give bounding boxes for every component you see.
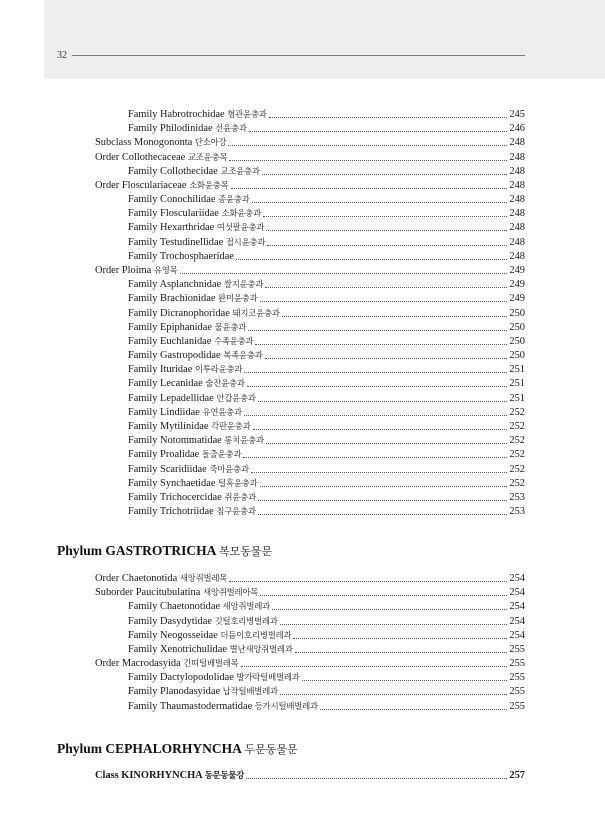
toc-entry-page-number: 251 — [509, 392, 525, 404]
toc-entry-korean-name: 여섯팔윤충과 — [216, 222, 265, 233]
toc-entry-page-number: 254 — [509, 601, 525, 613]
toc-entry-label — [128, 491, 256, 504]
toc-entry-label — [128, 643, 293, 656]
toc-entry[interactable] — [128, 642, 525, 656]
toc-entry-korean-name: 소화윤충목 — [189, 179, 229, 190]
toc-entry-page-number: 246 — [509, 123, 525, 135]
dot-leader — [302, 680, 508, 681]
toc-entry-page-number: 255 — [509, 658, 525, 670]
dot-leader — [260, 595, 507, 596]
dot-leader — [244, 372, 507, 373]
toc-entry-label — [128, 307, 280, 320]
toc-entry[interactable] — [128, 670, 525, 684]
phylum-heading — [57, 543, 272, 559]
dot-leader — [229, 160, 507, 161]
dot-leader — [280, 694, 508, 695]
toc-entry[interactable] — [128, 192, 525, 206]
phylum-heading-korean: 복모동물문 — [219, 545, 273, 558]
toc-entry-taxon: Suborder Paucitubulatina — [95, 587, 201, 599]
toc-entry[interactable] — [95, 656, 525, 670]
toc-entry-taxon: Family Chaetonotidae — [128, 601, 221, 613]
toc-entry-taxon: Order Flosculariaceae — [95, 179, 187, 191]
toc-entry-taxon: Family Proalidae — [128, 449, 200, 461]
toc-entry-taxon: Family Collothecidae — [128, 165, 218, 177]
toc-entry-taxon: Family Asplanchnidae — [128, 279, 222, 291]
toc-entry-taxon: Order Collothecaceae — [95, 151, 186, 163]
toc-entry-taxon: Family Dicranophoridae — [128, 307, 230, 319]
toc-entry[interactable] — [128, 447, 525, 461]
dot-leader — [247, 386, 508, 387]
toc-entry-korean-name: 접시윤충과 — [225, 236, 266, 247]
toc-entry-label — [128, 477, 258, 490]
toc-entry[interactable] — [128, 614, 525, 628]
dot-leader — [258, 401, 508, 402]
toc-entry-korean-name: 선윤충과 — [215, 123, 247, 134]
toc-entry-label — [128, 406, 242, 419]
toc-entry-page-number: 245 — [509, 109, 525, 120]
toc-entry[interactable] — [128, 684, 525, 698]
toc-entry-page-number: 248 — [509, 179, 525, 191]
toc-entry-korean-name: 롱치윤충과 — [224, 435, 264, 446]
toc-entry-label — [95, 657, 239, 670]
toc-entry-label — [128, 392, 256, 405]
dot-leader — [263, 216, 507, 217]
toc-entry-taxon: Family Scaridiidae — [128, 463, 207, 475]
toc-entry[interactable] — [128, 628, 525, 642]
dot-leader — [249, 131, 508, 132]
toc-entry[interactable] — [128, 348, 525, 362]
toc-entry-korean-name: 복족윤충과 — [223, 350, 263, 361]
dot-leader — [267, 245, 507, 246]
toc-entry[interactable] — [95, 585, 525, 599]
toc-entry-korean-name: 죽마윤충과 — [209, 463, 249, 474]
toc-entry-page-number: 255 — [509, 672, 525, 684]
toc-entry-taxon: Family Euchlanidae — [128, 335, 212, 347]
toc-entry-page-number: 254 — [509, 629, 525, 641]
dot-leader — [255, 344, 507, 345]
toc-entry[interactable] — [128, 376, 525, 390]
toc-entry-label — [128, 207, 261, 220]
dot-leader — [265, 287, 507, 288]
toc-entry-label — [128, 193, 250, 206]
header-rule — [72, 55, 525, 56]
toc-entry-taxon: Family Gastropodidae — [128, 350, 221, 362]
toc-entry-label — [128, 236, 265, 249]
toc-entry[interactable] — [95, 135, 525, 149]
toc-entry-korean-name: 쥐윤충과 — [224, 491, 256, 502]
toc-entry-korean-name: 안갑윤충과 — [216, 392, 256, 403]
toc-entry-taxon: Family Brachionidae — [128, 293, 216, 305]
toc-entry-page-number: 250 — [509, 335, 525, 347]
toc-entry[interactable] — [128, 433, 525, 447]
dot-leader — [320, 709, 507, 710]
toc-entry-page-number: 252 — [509, 449, 525, 461]
toc-entry-taxon: Family Conochilidae — [128, 194, 216, 206]
toc-entry-korean-name: 새앙쥐벌레과 — [222, 601, 271, 612]
toc-entry-page-number: 248 — [509, 208, 525, 220]
toc-entry[interactable] — [128, 462, 525, 476]
toc-entry-page-number: 254 — [509, 587, 525, 599]
dot-leader — [282, 316, 508, 317]
toc-entry-taxon: Family Dactylopodolidae — [128, 672, 234, 684]
toc-entry-label — [128, 363, 242, 376]
toc-entry-label — [128, 122, 247, 135]
toc-entry-label — [95, 136, 226, 149]
toc-entry-korean-name: 이투라윤충과 — [194, 364, 243, 375]
toc-entry-page-number: 248 — [509, 236, 525, 248]
toc-entry-korean-name: 수족윤충과 — [214, 335, 254, 346]
dot-leader — [266, 230, 507, 231]
phylum-heading-korean: 두문동물문 — [244, 743, 298, 756]
toc-entry[interactable] — [128, 419, 525, 433]
dot-leader — [229, 581, 507, 582]
toc-entry[interactable] — [128, 121, 525, 135]
toc-entry-page-number: 249 — [509, 293, 525, 305]
toc-entry[interactable] — [128, 504, 525, 518]
toc-entry-taxon: Order Macrodasyida — [95, 658, 181, 670]
toc-entry-korean-name: 술잔윤충과 — [205, 378, 245, 389]
toc-entry-taxon: Family Trochosphaeridae — [128, 250, 234, 262]
toc-entry-korean-name: 더듬이호리병벌레과 — [220, 629, 292, 640]
toc-entry-korean-name: 돌출윤충과 — [201, 449, 242, 460]
dot-leader — [244, 415, 507, 416]
toc-entry-label — [128, 377, 245, 390]
dot-leader — [241, 666, 508, 667]
dot-leader — [260, 486, 508, 487]
toc-entry-label — [128, 251, 234, 263]
toc-entry-korean-name: 각판윤충과 — [211, 420, 251, 431]
toc-entry[interactable] — [128, 220, 525, 234]
toc-entry-korean-name: 별난새앙쥐벌레과 — [229, 643, 293, 654]
dot-leader — [228, 145, 507, 146]
dot-leader — [236, 259, 507, 260]
dot-leader — [266, 443, 508, 444]
toc-entry-taxon: Order Ploima — [95, 264, 152, 276]
toc-entry-page-number: 253 — [509, 506, 525, 518]
toc-entry-taxon: Family Testudinellidae — [128, 236, 224, 248]
toc-entry-label — [128, 335, 253, 348]
toc-entry[interactable] — [95, 263, 525, 277]
toc-entry-label — [128, 434, 264, 447]
toc-entry-label — [128, 600, 270, 613]
toc-entry-korean-name: 새앙쥐벌레목 — [179, 573, 228, 583]
toc-entry-page-number: 249 — [509, 279, 525, 291]
toc-entry-korean-name: 혐관윤충과 — [227, 109, 267, 119]
toc-entry-taxon: Family Epiphanidae — [128, 321, 212, 333]
page-number: 32 — [57, 50, 67, 61]
toc-entry-page-number: 253 — [509, 491, 525, 503]
toc-entry-label — [95, 769, 244, 782]
toc-entry-korean-name: 쌀지윤충과 — [223, 279, 264, 290]
toc-entry-page-number: 255 — [509, 686, 525, 698]
toc-entry[interactable] — [128, 476, 525, 490]
toc-entry-page-number: 248 — [509, 137, 525, 149]
toc-entry-label — [95, 572, 227, 585]
toc-entry-page-number: 248 — [509, 165, 525, 177]
toc-entry-page-number: 248 — [509, 222, 525, 234]
toc-entry-label — [95, 179, 229, 192]
dot-leader — [272, 609, 507, 610]
toc-entry[interactable] — [128, 249, 525, 263]
phylum-heading — [57, 741, 298, 757]
toc-entry-taxon: Family Xenotrichulidae — [128, 643, 227, 655]
toc-entry-label — [128, 420, 251, 433]
dot-leader — [243, 457, 507, 458]
dot-leader — [265, 358, 508, 359]
toc-entry-korean-name: 발가락털배벌레과 — [236, 672, 300, 683]
toc-entry-label — [128, 108, 267, 121]
toc-entry[interactable] — [128, 306, 525, 320]
toc-entry[interactable] — [128, 391, 525, 405]
toc-entry-taxon: Family Habrotrochidae — [128, 109, 225, 120]
toc-entry-taxon: Family Neogosseidae — [128, 629, 218, 641]
toc-entry-page-number: 251 — [509, 364, 525, 376]
toc-entry-korean-name: 돼지코윤충과 — [232, 307, 280, 318]
toc-entry-label — [95, 586, 258, 599]
phylum-heading-latin: Phylum CEPHALORHYNCHA — [57, 741, 242, 756]
dot-leader — [280, 624, 508, 625]
toc-entry[interactable] — [128, 490, 525, 504]
toc-entry-label — [95, 151, 227, 164]
toc-entry-korean-name: 동문동물강 — [204, 770, 245, 780]
toc-entry-korean-name: 납작털배벌레과 — [222, 686, 278, 697]
toc-entry-page-number: 248 — [509, 250, 525, 262]
toc-entry-label — [128, 292, 258, 305]
toc-entry-page-number: 254 — [509, 615, 525, 627]
toc-entry-korean-name: 단소아강 — [194, 137, 227, 148]
toc-entry-page-number: 252 — [509, 477, 525, 489]
toc-entry-label — [128, 505, 256, 518]
toc-entry[interactable] — [128, 107, 525, 121]
toc-entry[interactable] — [95, 178, 525, 192]
toc-entry-label — [128, 221, 264, 234]
toc-entry-korean-name: 완미윤충과 — [218, 293, 258, 304]
toc-entry[interactable] — [128, 277, 525, 291]
toc-entry-taxon: Family Lepadellidae — [128, 392, 214, 404]
toc-entry-taxon: Family Mytilinidae — [128, 420, 209, 432]
toc-entry-label — [128, 165, 260, 178]
toc-entry-taxon: Subclass Monogononta — [95, 137, 193, 149]
toc-entry-page-number: 249 — [509, 264, 525, 276]
toc-entry-korean-name: 교조윤충과 — [220, 165, 260, 176]
toc-entry[interactable] — [128, 599, 525, 613]
toc-entry-korean-name: 소화윤충과 — [221, 208, 261, 219]
toc-entry-korean-name: 교조윤충목 — [187, 151, 228, 162]
toc-entry-korean-name: 물윤충과 — [214, 321, 247, 332]
toc-entry-taxon: Family Notommatidae — [128, 435, 222, 447]
toc-entry-label — [128, 671, 300, 684]
toc-entry-korean-name: 침구윤충과 — [216, 506, 256, 517]
dot-leader — [258, 500, 507, 501]
toc-entry-label — [128, 321, 246, 334]
toc-entry-taxon: Family Thaumastodermatidae — [128, 700, 253, 712]
toc-entry[interactable] — [128, 362, 525, 376]
toc-entry-label — [128, 615, 278, 628]
toc-entry-page-number: 248 — [509, 194, 525, 206]
toc-entry[interactable] — [128, 334, 525, 348]
toc-entry[interactable] — [128, 164, 525, 178]
toc-entry-taxon: Family Trichotriidae — [128, 506, 214, 518]
page-header-band — [44, 0, 605, 79]
toc-entry-page-number: 250 — [509, 307, 525, 319]
toc-entry-taxon: Family Philodinidae — [128, 123, 213, 135]
toc-entry-taxon: Family Ituridae — [128, 364, 193, 376]
dot-leader — [262, 174, 508, 175]
toc-entry-korean-name: 깃털호리병벌레과 — [214, 615, 278, 626]
toc-entry-korean-name: 유연윤충과 — [202, 406, 242, 417]
toc-entry-taxon: Family Lindiidae — [128, 406, 200, 418]
dot-leader — [180, 273, 508, 274]
toc-entry-label — [95, 264, 178, 277]
toc-entry-page-number: 252 — [509, 420, 525, 432]
toc-entry-page-number: 255 — [509, 700, 525, 712]
phylum-heading-latin: Phylum GASTROTRICHA — [57, 543, 216, 558]
dot-leader — [231, 188, 508, 189]
toc-entry[interactable] — [95, 571, 525, 585]
dot-leader — [251, 472, 508, 473]
toc-entry-taxon: Family Lecanidae — [128, 378, 203, 390]
toc-entry-page-number: 254 — [509, 573, 525, 584]
dot-leader — [293, 638, 507, 639]
toc-entry-label — [128, 700, 318, 713]
toc-entry-korean-name: 종윤충과 — [218, 194, 250, 205]
toc-entry-label — [128, 463, 249, 476]
toc-entry-korean-name: 긴띠털배벌레목 — [183, 658, 239, 669]
toc-entry-label — [128, 448, 241, 461]
toc-entry-page-number: 248 — [509, 151, 525, 163]
toc-entry-page-number: 250 — [509, 350, 525, 362]
toc-entry-label — [128, 278, 263, 291]
toc-entry-label — [128, 349, 263, 362]
toc-entry-korean-name: 유영목 — [153, 264, 178, 275]
toc-entry[interactable] — [95, 150, 525, 164]
toc-entry-taxon: Class KINORHYNCHA — [95, 770, 203, 781]
toc-entry-page-number: 255 — [509, 643, 525, 655]
toc-entry-taxon: Family Synchaetidae — [128, 477, 216, 489]
toc-entry-page-number: 250 — [509, 321, 525, 333]
toc-entry-taxon: Family Planodasyidae — [128, 686, 221, 698]
toc-entry[interactable] — [128, 405, 525, 419]
toc-entry-taxon: Order Chaetonotida — [95, 573, 178, 584]
dot-leader — [246, 778, 507, 779]
toc-entry-korean-name: 새앙쥐벌레아목 — [202, 587, 259, 598]
toc-entry[interactable] — [128, 291, 525, 305]
dot-leader — [258, 514, 508, 515]
toc-entry-label — [128, 685, 278, 698]
dot-leader — [260, 301, 508, 302]
toc-entry[interactable] — [95, 768, 525, 782]
toc-entry-taxon: Family Trichocercidae — [128, 491, 222, 503]
toc-entry-taxon: Family Hexarthridae — [128, 222, 215, 234]
toc-entry[interactable] — [128, 235, 525, 249]
toc-entry-page-number: 257 — [509, 770, 525, 781]
dot-leader — [253, 429, 508, 430]
toc-entry-korean-name: 등가시털배벌레과 — [254, 700, 318, 711]
dot-leader — [248, 330, 507, 331]
toc-entry-korean-name: 털혹윤충과 — [218, 477, 258, 488]
toc-entry-taxon: Family Dasydytidae — [128, 615, 212, 627]
toc-entry[interactable] — [128, 699, 525, 713]
toc-entry-page-number: 252 — [509, 435, 525, 447]
toc-entry-page-number: 252 — [509, 406, 525, 418]
toc-entry[interactable] — [128, 320, 525, 334]
toc-entry-page-number: 251 — [509, 378, 525, 390]
toc-entry-label — [128, 629, 291, 642]
dot-leader — [295, 652, 508, 653]
toc-entry[interactable] — [128, 206, 525, 220]
dot-leader — [269, 117, 508, 118]
dot-leader — [252, 202, 508, 203]
toc-entry-taxon: Family Flosculariidae — [128, 208, 219, 220]
toc-entry-page-number: 252 — [509, 463, 525, 475]
